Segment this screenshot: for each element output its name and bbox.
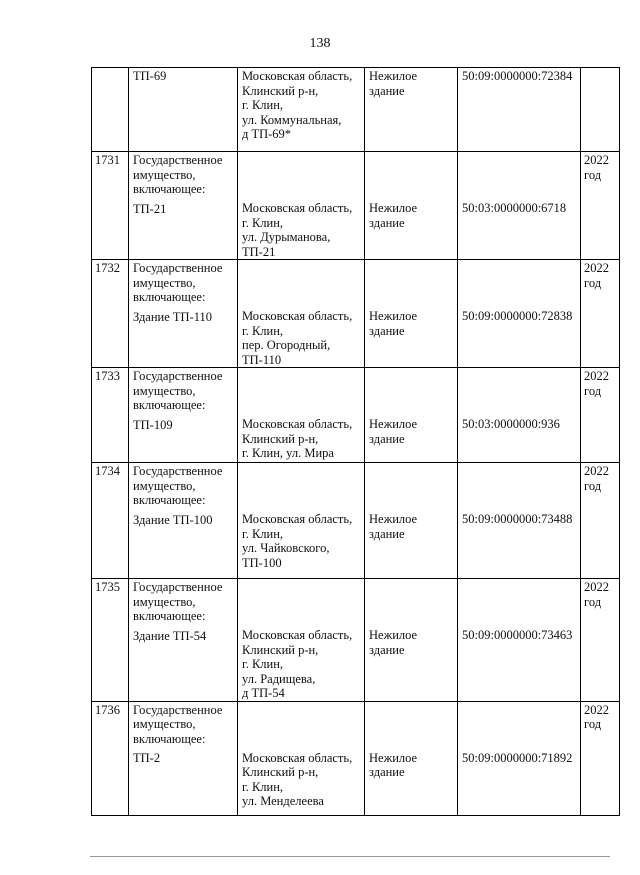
year-cell bbox=[581, 260, 620, 368]
object-name: ТП-2 bbox=[133, 751, 161, 765]
object-name: Здание ТП-100 bbox=[133, 512, 213, 527]
object-name: ТП-21 bbox=[133, 201, 167, 216]
cadastral-number-cell bbox=[458, 579, 581, 702]
property-registry-table bbox=[91, 67, 620, 816]
cadastral-number: 50:09:0000000:71892 bbox=[462, 750, 573, 765]
cadastral-number: 50:03:0000000:6718 bbox=[462, 201, 567, 215]
row-number-cell bbox=[92, 68, 129, 152]
object-name: Здание ТП-110 bbox=[133, 309, 213, 324]
object-name-cell: ТП-69 bbox=[129, 68, 238, 152]
group-label: Государственное имущество, включающее: bbox=[133, 702, 223, 746]
object-purpose: Нежилое здание bbox=[369, 309, 418, 338]
purpose-cell bbox=[365, 579, 458, 702]
cadastral-number-cell bbox=[458, 701, 581, 815]
row-number: 1734 bbox=[92, 463, 129, 579]
object-name: Здание ТП-54 bbox=[133, 628, 207, 643]
row-number: 1735 bbox=[92, 579, 129, 702]
table-row bbox=[92, 463, 620, 579]
object-address: Московская область, Клинский р-н, г. Клин, ул. Мира bbox=[242, 417, 353, 460]
address-cell bbox=[238, 260, 365, 368]
object-name: ТП-109 bbox=[133, 417, 173, 432]
year-cell bbox=[581, 152, 620, 260]
cadastral-number-cell bbox=[458, 260, 581, 368]
cadastral-number-cell bbox=[458, 152, 581, 260]
group-label: Государственное имущество, включающее: bbox=[133, 153, 223, 196]
table-row bbox=[92, 152, 620, 260]
table-row bbox=[92, 701, 620, 815]
year-cell bbox=[581, 68, 620, 152]
row-number: 1731 bbox=[92, 152, 129, 260]
object-description bbox=[129, 463, 238, 579]
page-edge-line bbox=[90, 856, 610, 857]
group-label: Государственное имущество, включающее: bbox=[133, 369, 223, 412]
table-row bbox=[92, 368, 620, 463]
cadastral-number-cell bbox=[458, 463, 581, 579]
object-description bbox=[129, 260, 238, 368]
object-address: Московская область, Клинский р-н, г. Клин, ул. Радищева, д ТП-54 bbox=[242, 628, 353, 700]
year-value: 2022 год bbox=[584, 261, 609, 290]
table-row bbox=[92, 260, 620, 368]
address-cell bbox=[238, 701, 365, 815]
address-cell bbox=[238, 368, 365, 463]
address-cell: Московская область, Клинский р-н, г. Клин, ул. Коммунальная, д ТП-69* bbox=[238, 68, 365, 152]
year-cell bbox=[581, 463, 620, 579]
year-cell bbox=[581, 368, 620, 463]
year-value: 2022 год bbox=[584, 580, 609, 609]
object-purpose: Нежилое здание bbox=[369, 628, 418, 657]
group-label: Государственное имущество, включающее: bbox=[133, 261, 223, 304]
object-description bbox=[129, 368, 238, 463]
purpose-cell bbox=[365, 368, 458, 463]
cadastral-number: 50:09:0000000:73488 bbox=[462, 512, 573, 526]
object-description bbox=[129, 152, 238, 260]
year-value: 2022 год bbox=[584, 153, 609, 182]
year-value: 2022 год bbox=[584, 369, 609, 398]
group-label: Государственное имущество, включающее: bbox=[133, 580, 223, 623]
year-value: 2022 год bbox=[584, 464, 609, 493]
year-cell bbox=[581, 701, 620, 815]
object-address: Московская область, г. Клин, ул. Чайковского, ТП-100 bbox=[242, 512, 353, 570]
object-description bbox=[129, 579, 238, 702]
cadastral-number: 50:09:0000000:72838 bbox=[462, 309, 573, 323]
object-purpose: Нежилое здание bbox=[369, 750, 418, 779]
object-address: Московская область, Клинский р-н, г. Клин, ул. Менделеева bbox=[242, 750, 353, 808]
purpose-cell bbox=[365, 463, 458, 579]
row-number: 1736 bbox=[92, 701, 129, 815]
address-cell bbox=[238, 152, 365, 260]
object-purpose: Нежилое здание bbox=[369, 512, 418, 541]
page-number: 138 bbox=[309, 36, 331, 51]
row-number: 1732 bbox=[92, 260, 129, 368]
address-cell bbox=[238, 463, 365, 579]
year-cell bbox=[581, 579, 620, 702]
cadastral-number-cell: 50:09:0000000:72384 bbox=[458, 68, 581, 152]
object-purpose: Нежилое здание bbox=[369, 417, 418, 446]
year-value: 2022 год bbox=[584, 702, 609, 731]
address-cell bbox=[238, 579, 365, 702]
object-address: Московская область, г. Клин, ул. Дурыманова, ТП-21 bbox=[242, 201, 353, 259]
cadastral-number-cell bbox=[458, 368, 581, 463]
purpose-cell bbox=[365, 152, 458, 260]
purpose-cell bbox=[365, 260, 458, 368]
row-number: 1733 bbox=[92, 368, 129, 463]
object-purpose: Нежилое здание bbox=[369, 201, 418, 230]
cadastral-number: 50:09:0000000:73463 bbox=[462, 628, 573, 642]
group-label: Государственное имущество, включающее: bbox=[133, 464, 223, 507]
object-description bbox=[129, 701, 238, 815]
object-address: Московская область, г. Клин, пер. Огородный, ТП-110 bbox=[242, 309, 353, 367]
purpose-cell bbox=[365, 701, 458, 815]
purpose-cell: Нежилое здание bbox=[365, 68, 458, 152]
table-row-continuation bbox=[92, 68, 620, 152]
table-row bbox=[92, 579, 620, 702]
cadastral-number: 50:03:0000000:936 bbox=[462, 417, 560, 431]
